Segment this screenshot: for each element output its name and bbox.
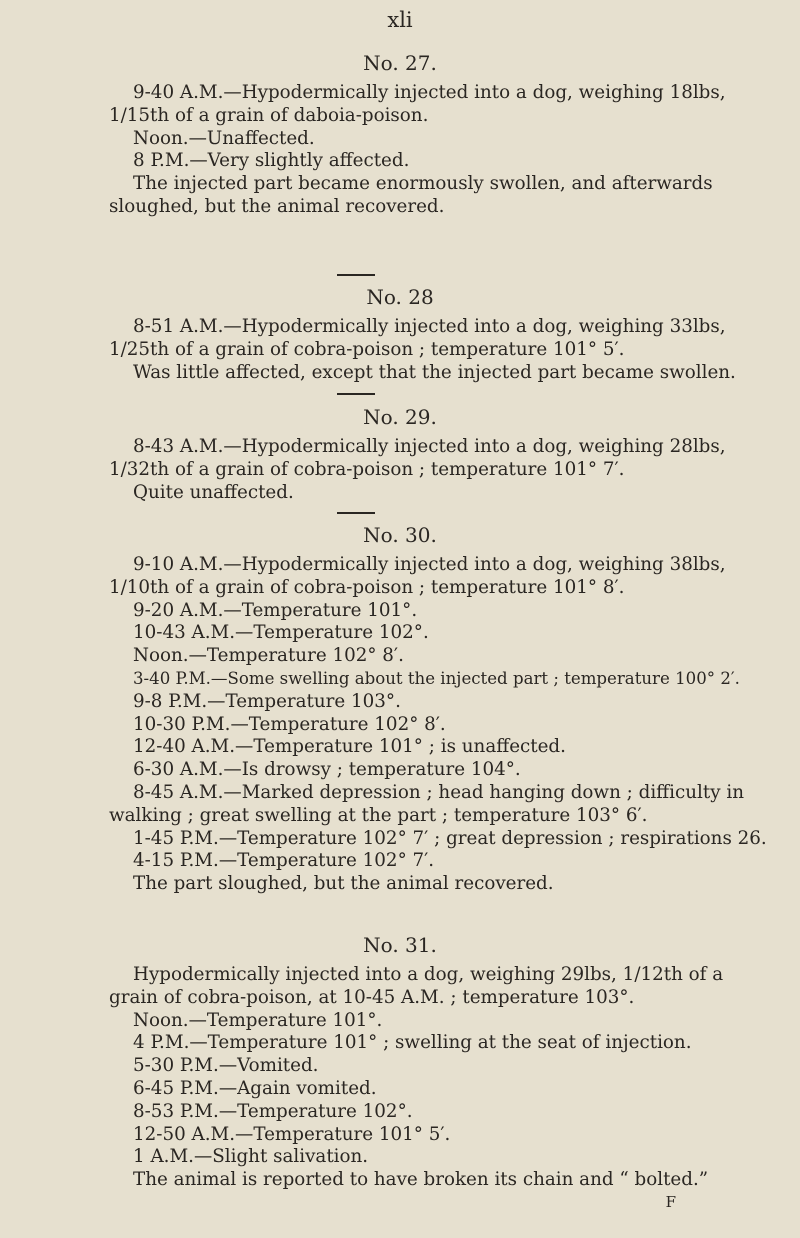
text-line: 3-40 P.M.—Some swelling about the injected part ; temperature 100° 2′. — [133, 668, 740, 688]
text-line: 1/32th of a grain of cobra-poison ; temperature 101° 7′. — [109, 458, 625, 480]
text-line: 1-45 P.M.—Temperature 102° 7′ ; great depression ; respirations 26. — [133, 827, 767, 849]
text-line: 1 A.M.—Slight salivation. — [133, 1146, 369, 1168]
text-line: 5-30 P.M.—Vomited. — [133, 1055, 319, 1077]
case-title: No. 29. — [363, 405, 437, 429]
text-line: 8-43 A.M.—Hypodermically injected into a dog, weighing 28lbs, — [133, 436, 726, 457]
text-line: sloughed, but the animal recovered. — [109, 195, 445, 217]
case-title: No. 28 — [366, 285, 434, 309]
text-line: Noon.—Temperature 101°. — [133, 1009, 383, 1031]
text-line: 8-45 A.M.—Marked depression ; head hanging down ; difficulty in — [133, 781, 744, 803]
case-28 — [0, 284, 800, 384]
text-line: 6-45 P.M.—Again vomited. — [133, 1077, 377, 1099]
text-line: 9-40 A.M.—Hypodermically injected into a dog, weighing 18lbs, — [133, 82, 726, 103]
case-29 — [0, 404, 800, 504]
text-line: 1/25th of a grain of cobra-poison ; temperature 101° 5′. — [109, 338, 625, 360]
text-line: 9-8 P.M.—Temperature 103°. — [133, 690, 401, 712]
text-line: walking ; great swelling at the part ; temperature 103° 6′. — [109, 804, 648, 826]
case-title: No. 31. — [363, 933, 437, 957]
text-line: 9-10 A.M.—Hypodermically injected into a dog, weighing 38lbs, — [133, 554, 726, 575]
section-divider — [337, 274, 375, 276]
text-line: grain of cobra-poison, at 10-45 A.M. ; temperature 103°. — [109, 986, 635, 1008]
text-line: Was little affected, except that the injected part became swollen. — [133, 361, 736, 383]
text-line: 1/10th of a grain of cobra-poison ; temperature 101° 8′. — [109, 576, 625, 598]
text-line: The injected part became enormously swollen, and afterwards — [133, 173, 713, 195]
text-line: 4-15 P.M.—Temperature 102° 7′. — [133, 850, 435, 872]
section-divider — [337, 512, 375, 514]
page-number: xli — [387, 8, 413, 32]
text-line: 10-30 P.M.—Temperature 102° 8′. — [133, 713, 446, 735]
text-line: 6-30 A.M.—Is drowsy ; temperature 104°. — [133, 759, 521, 781]
text-line: Hypodermically injected into a dog, weighing 29lbs, 1/12th of a — [133, 964, 724, 985]
text-line: 1/15th of a grain of daboia-poison. — [109, 104, 429, 126]
text-line: 8-53 P.M.—Temperature 102°. — [133, 1100, 413, 1122]
text-line: 8-51 A.M.—Hypodermically injected into a dog, weighing 33lbs, — [133, 316, 726, 337]
signature-mark: F — [665, 1192, 676, 1211]
text-line: Noon.—Temperature 102° 8′. — [133, 645, 404, 667]
text-line: 8 P.M.—Very slightly affected. — [133, 150, 410, 172]
text-line: The animal is reported to have broken its chain and “ bolted.” — [133, 1169, 709, 1191]
text-line: 4 P.M.—Temperature 101° ; swelling at the seat of injection. — [133, 1032, 692, 1054]
text-line: 12-50 A.M.—Temperature 101° 5′. — [133, 1123, 451, 1145]
case-title: No. 27. — [363, 51, 437, 75]
text-line: Noon.—Unaffected. — [133, 127, 315, 149]
text-line: 9-20 A.M.—Temperature 101°. — [133, 599, 418, 621]
case-31 — [0, 932, 800, 1212]
case-title: No. 30. — [363, 523, 437, 547]
case-27 — [0, 50, 800, 219]
case-30 — [0, 522, 800, 896]
text-line: 12-40 A.M.—Temperature 101° ; is unaffected. — [133, 736, 566, 758]
section-divider — [337, 393, 375, 395]
text-line: Quite unaffected. — [133, 481, 294, 503]
text-line: 10-43 A.M.—Temperature 102°. — [133, 622, 429, 644]
text-line: The part sloughed, but the animal recovered. — [133, 873, 554, 895]
